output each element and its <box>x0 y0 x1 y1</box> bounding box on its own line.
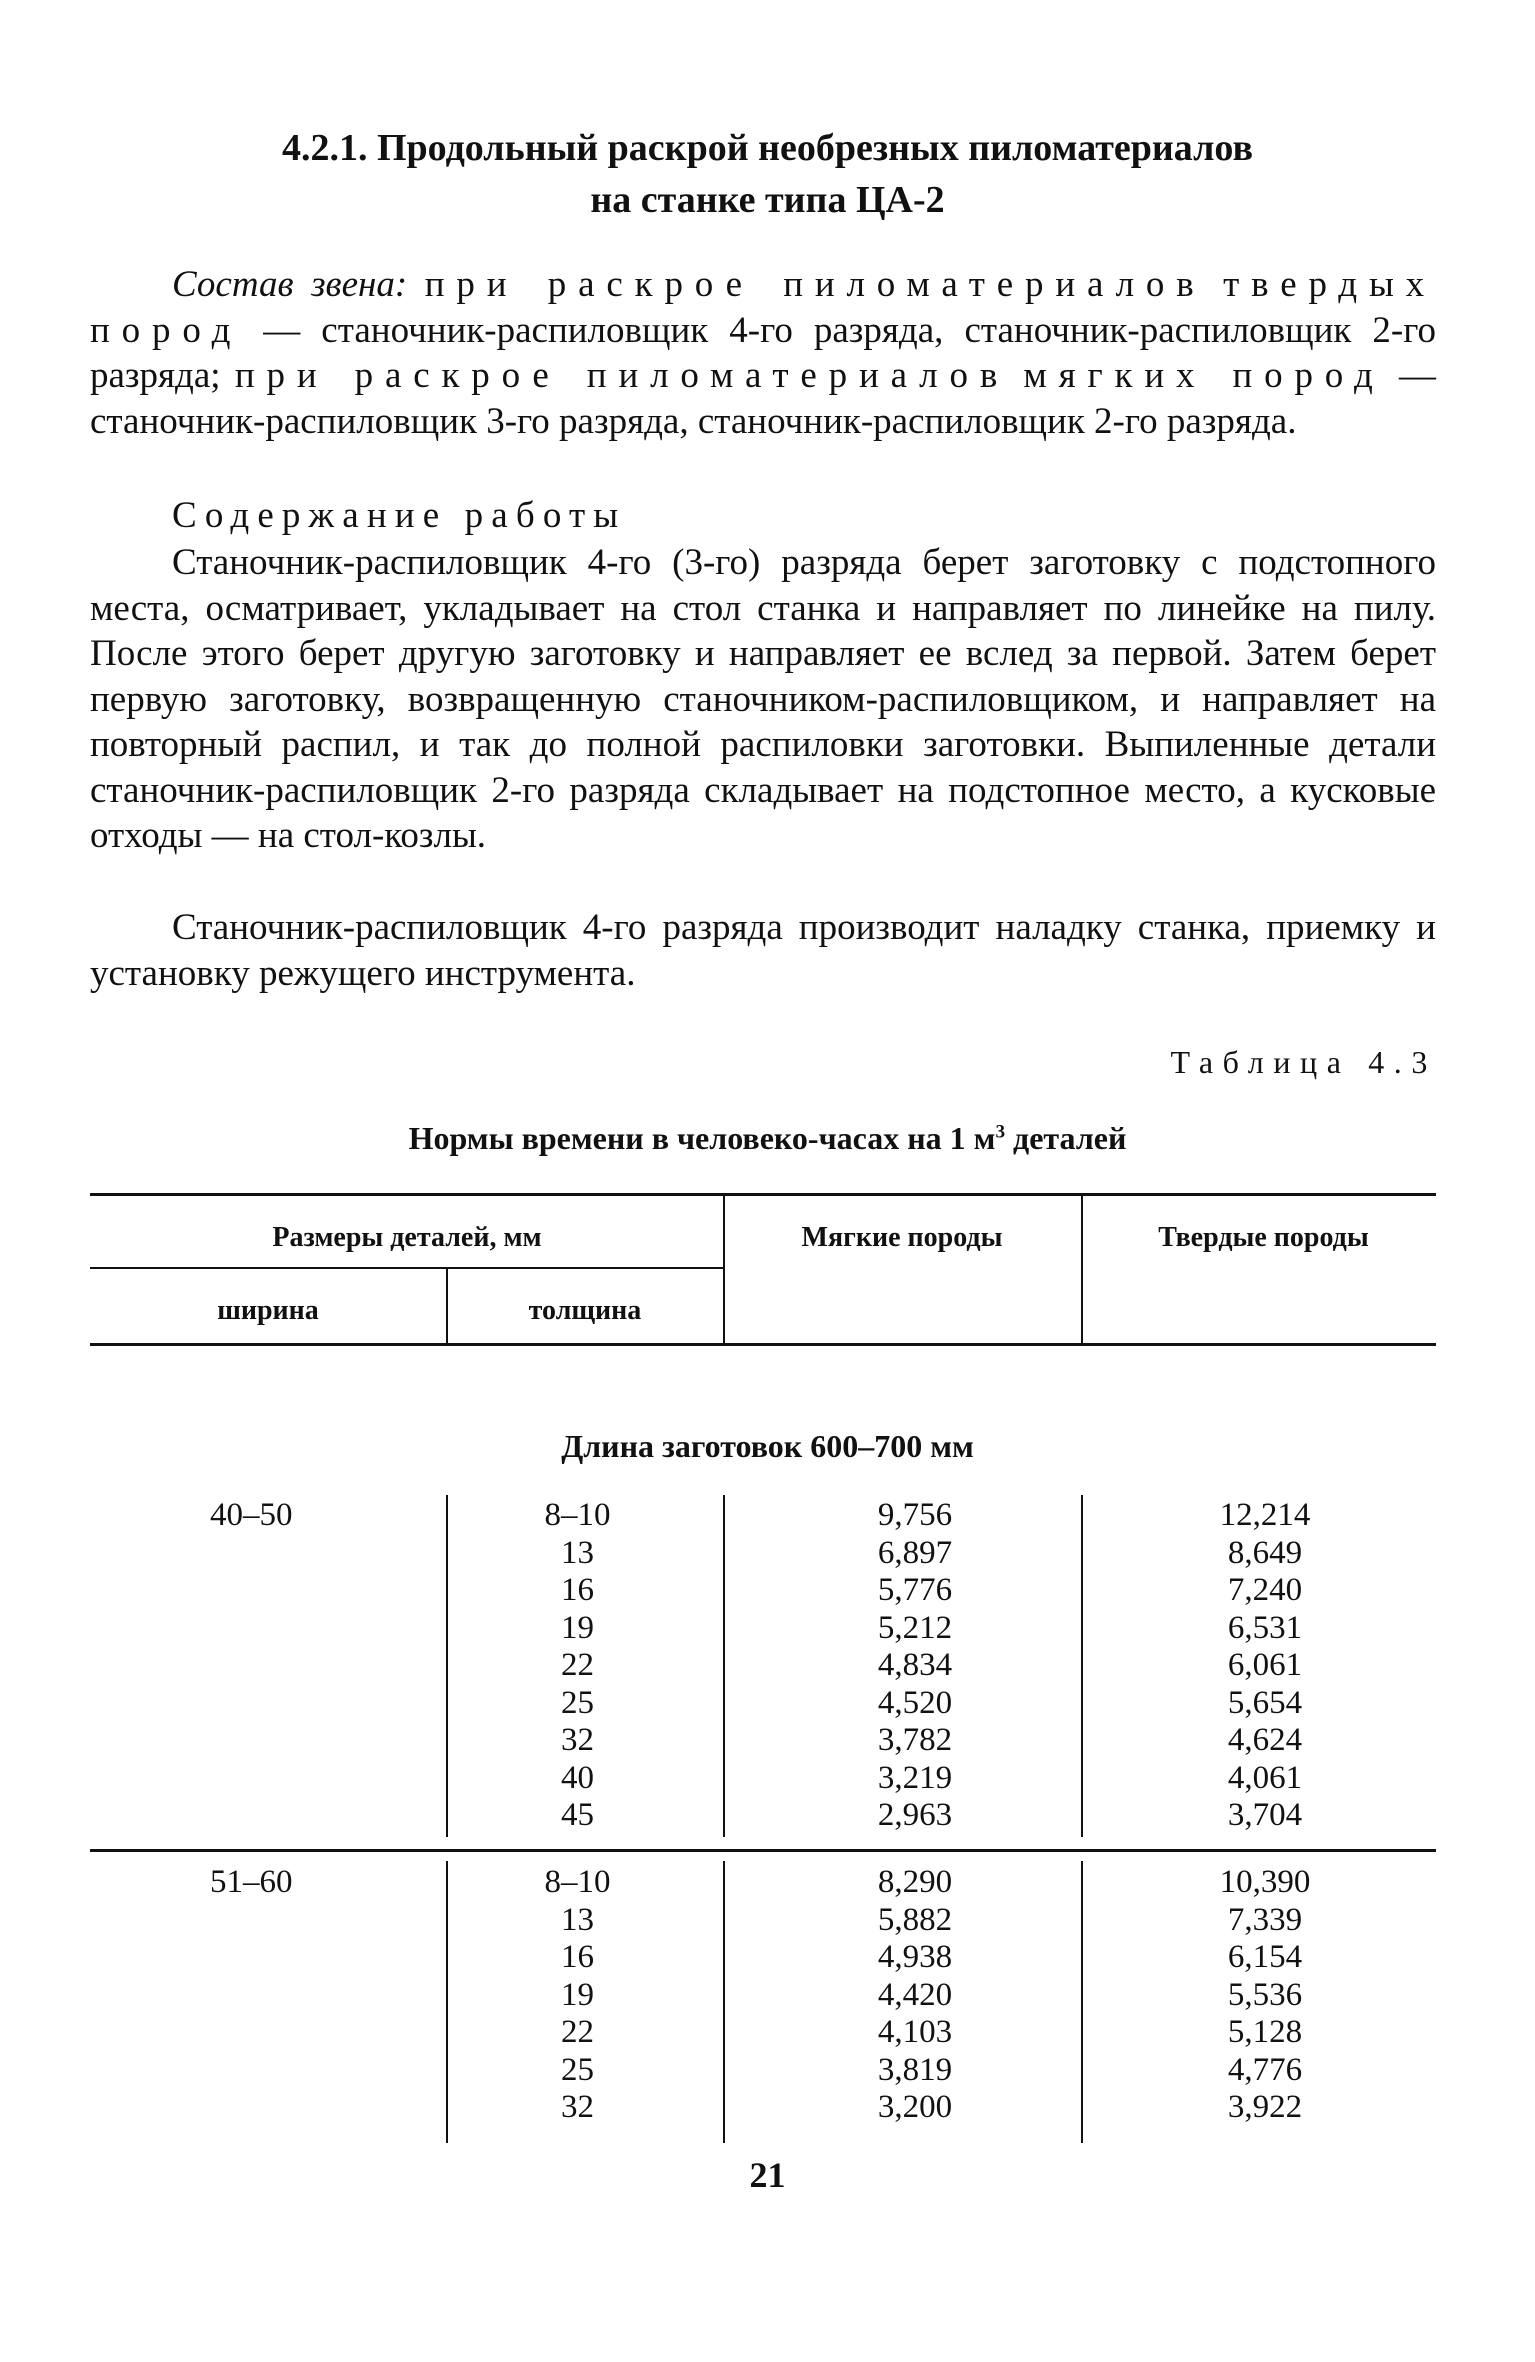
cell-hard: 7,339 <box>1227 1901 1303 1938</box>
cell-hard: 6,154 <box>1227 1939 1303 1975</box>
cell-hard: 5,128 <box>1227 2014 1303 2050</box>
cell-hard: 12,214 <box>1219 1497 1311 1533</box>
cell-hard: 8,649 <box>1227 1534 1303 1571</box>
cell-soft: 4,938 <box>877 1939 953 1975</box>
cell-thickness: 8–10 <box>544 1864 611 1900</box>
cell-thickness: 19 <box>561 1609 594 1646</box>
table-row <box>90 1722 1436 1760</box>
length-section-label: Длина заготовок 600–700 мм <box>561 1428 974 1464</box>
work-content-text-1: Станочник-распиловщик 4-го (3-го) разряда берет заготовку с подстопного места, осматривает, укладывает на стол станка и направляет по линейке на пилу. После этого берет другую заготовку и направляет ее вслед за первой. Затем берет первую заготовку, возвращенную станочником-распиловщиком, и направляет на повторный распил, и так до полной распиловки заготовки. Выпиленные детали станочник-распиловщик 2-го разряда складывает на подстопное место, а кусковые отходы — на стол-козлы. <box>90 542 1436 856</box>
cell-thickness: 25 <box>561 2051 594 2088</box>
table-row <box>90 1939 1436 1977</box>
cell-hard: 3,922 <box>1227 2089 1303 2125</box>
header-sizes: Размеры деталей, мм <box>272 1222 542 1253</box>
table-caption-main: Нормы времени в человеко-часах на 1 м <box>408 1120 996 1156</box>
cell-soft: 4,834 <box>877 1647 953 1683</box>
work-content-paragraph-1 <box>90 540 1436 859</box>
cell-soft: 9,756 <box>877 1497 953 1533</box>
cell-width: 51–60 <box>210 1864 293 1900</box>
work-content-text-2: Станочник-распиловщик 4-го разряда производит наладку станка, приемку и установку режущего инструмента. <box>90 907 1436 994</box>
header-soft: Мягкие породы <box>801 1222 1003 1253</box>
table-row <box>90 1572 1436 1610</box>
table-row <box>90 1535 1436 1573</box>
page-number: 21 <box>749 2155 786 2195</box>
table-row <box>90 1685 1436 1723</box>
table-row <box>90 2014 1436 2052</box>
cell-soft: 5,212 <box>877 1609 953 1646</box>
group-separator-rule <box>90 1849 1436 1852</box>
section-title-line-2: на станке типа ЦА-2 <box>590 179 945 221</box>
cell-thickness: 16 <box>561 1939 594 1975</box>
table-caption-sup: 3 <box>995 1121 1006 1143</box>
cell-thickness: 32 <box>561 1722 594 1758</box>
cell-thickness: 22 <box>561 1647 594 1683</box>
cell-soft: 4,420 <box>877 1976 953 2013</box>
cell-thickness: 16 <box>561 1572 594 1608</box>
header-hard: Твердые породы <box>1158 1222 1369 1253</box>
table-row <box>90 1610 1436 1648</box>
cell-soft: 2,963 <box>877 1797 953 1833</box>
cell-thickness: 13 <box>561 1534 594 1571</box>
table-row <box>90 1797 1436 1835</box>
header-bottom-rule <box>90 1343 1436 1346</box>
cell-thickness: 32 <box>561 2089 594 2125</box>
cell-width: 40–50 <box>210 1497 293 1533</box>
cell-thickness: 8–10 <box>544 1497 611 1533</box>
cell-hard: 5,654 <box>1227 1684 1303 1721</box>
cell-soft: 5,882 <box>877 1901 953 1938</box>
cell-hard: 4,776 <box>1227 2051 1303 2088</box>
cell-soft: 3,219 <box>877 1759 953 1796</box>
cell-soft: 5,776 <box>877 1572 953 1608</box>
table-row <box>90 1864 1436 1902</box>
cell-hard: 4,624 <box>1227 1722 1303 1758</box>
cell-hard: 6,061 <box>1227 1647 1303 1683</box>
cell-thickness: 40 <box>561 1759 594 1796</box>
soft-species-term: мягких пород <box>1023 355 1385 396</box>
crew-composition-paragraph <box>90 262 1436 444</box>
cell-soft: 6,897 <box>877 1534 953 1571</box>
cell-thickness: 25 <box>561 1684 594 1721</box>
hard-species-crew: — станочник-распиловщик 4-го разряда, станочник-распиловщик 2-го разряда; <box>90 309 1436 396</box>
section-title-line-1: 4.2.1. Продольный раскрой необрезных пиломатериалов <box>281 127 1254 169</box>
hard-species-term: твердых пород <box>90 264 1437 351</box>
table-row <box>90 1977 1436 2015</box>
work-content-heading: Содержание работы <box>172 495 627 536</box>
table-row <box>90 1902 1436 1940</box>
cell-soft: 3,819 <box>877 2051 953 2088</box>
table-caption <box>90 1120 1445 1157</box>
cell-soft: 3,782 <box>877 1722 953 1758</box>
table-caption-end: деталей <box>1005 1120 1127 1156</box>
crew-clause-lead-soft: при раскрое пиломатериалов <box>234 355 1010 396</box>
cell-soft: 8,290 <box>877 1864 953 1900</box>
header-width: ширина <box>217 1295 319 1326</box>
cell-thickness: 45 <box>561 1797 594 1833</box>
cell-thickness: 19 <box>561 1976 594 2013</box>
table-row <box>90 1647 1436 1685</box>
soft-species-crew: — станочник-распиловщик 3-го разряда, станочник-распиловщик 2-го разряда. <box>90 355 1437 442</box>
cell-hard: 6,531 <box>1227 1609 1303 1646</box>
cell-hard: 3,704 <box>1227 1797 1303 1833</box>
cell-thickness: 22 <box>561 2014 594 2050</box>
table-row <box>90 2052 1436 2090</box>
table-row <box>90 1497 1436 1535</box>
cell-hard: 10,390 <box>1219 1864 1311 1900</box>
header-inner-rule <box>90 1267 724 1269</box>
cell-soft: 4,103 <box>877 2014 953 2050</box>
crew-label: Состав звена: <box>172 264 408 305</box>
cell-soft: 3,200 <box>877 2089 953 2125</box>
cell-soft: 4,520 <box>877 1684 953 1721</box>
cell-hard: 5,536 <box>1227 1976 1303 2013</box>
work-content-paragraph-2 <box>90 905 1436 996</box>
table-top-rule <box>90 1193 1436 1196</box>
header-divider-hard <box>1081 1195 1083 1343</box>
crew-clause-lead-hard: при раскрое пиломатериалов <box>424 264 1206 305</box>
table-row <box>90 2089 1436 2127</box>
header-thickness: толщина <box>528 1295 642 1326</box>
cell-hard: 4,061 <box>1227 1759 1303 1796</box>
cell-hard: 7,240 <box>1227 1572 1303 1608</box>
table-row <box>90 1760 1436 1798</box>
cell-thickness: 13 <box>561 1901 594 1938</box>
table-number: Таблица 4.3 <box>1170 1044 1437 1080</box>
